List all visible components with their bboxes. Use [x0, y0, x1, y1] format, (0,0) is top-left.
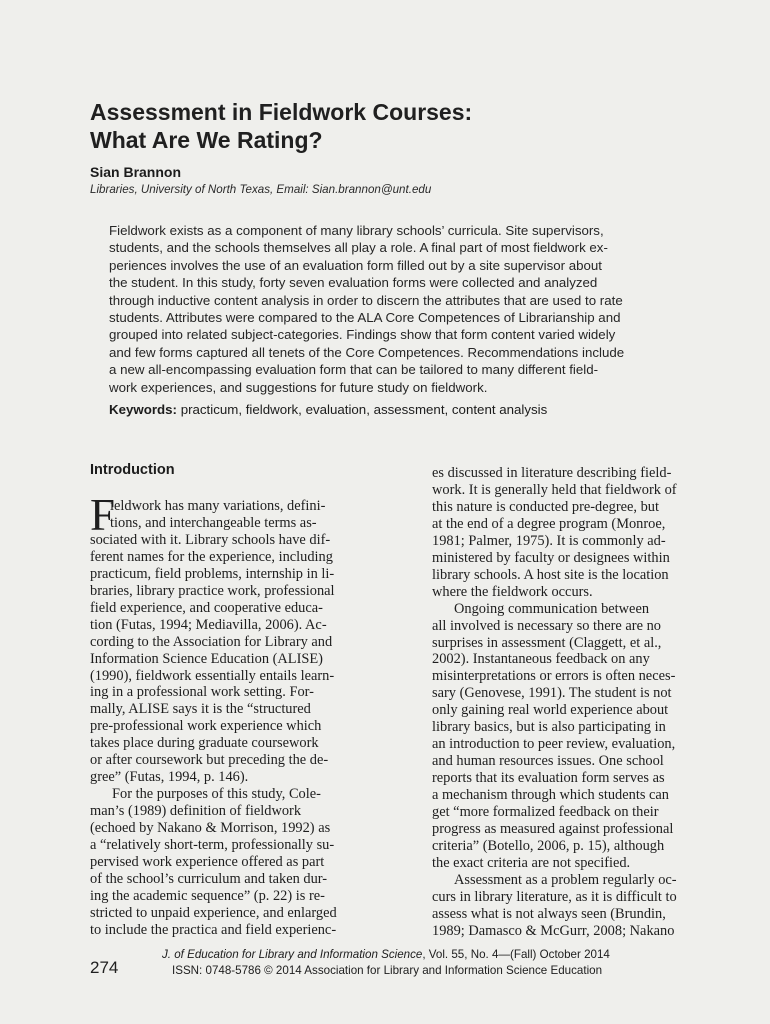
body-line: progress as measured against professional — [432, 821, 674, 838]
body-line: ing in a professional work setting. For- — [90, 684, 314, 701]
body-line: criteria” (Botello, 2006, p. 15), although — [432, 837, 665, 854]
abstract-line: grouped into related subject-categories. Findings show that form content varied widely — [109, 327, 616, 343]
body-line: this nature is conducted pre-degree, but — [432, 498, 659, 515]
keywords — [109, 402, 714, 417]
body-line: 1989; Damasco & McGurr, 2008; Nakano — [432, 922, 675, 939]
article-title — [90, 98, 690, 154]
author-name: Sian Brannon — [90, 164, 182, 180]
body-line: pervised work experience offered as part — [90, 854, 325, 871]
body-line: pre-professional work experience which — [90, 718, 322, 735]
title-line-1: Assessment in Fieldwork Courses: — [90, 99, 473, 125]
body-line: reports that its evaluation form serves as — [432, 770, 665, 787]
page-number: 274 — [90, 958, 119, 977]
body-line: surprises in assessment (Claggett, et al., — [432, 634, 662, 651]
body-line: ferent names for the experience, including — [90, 548, 333, 565]
body-line: 2002). Instantaneous feedback on any — [432, 651, 650, 668]
body-line: mally, ALISE says it is the “structured — [90, 701, 311, 718]
body-line: and human resources issues. One school — [432, 753, 664, 770]
body-line: assess what is not always seen (Brundin, — [432, 905, 666, 922]
journal-name: J. of Education for Library and Information Science — [162, 948, 423, 961]
abstract-line: the student. In this study, forty seven evaluation forms were collected and analyzed — [109, 275, 598, 291]
title-line-2: What Are We Rating? — [90, 127, 323, 153]
body-line: to include the practica and field experienc- — [90, 921, 337, 938]
abstract-line: a new all-encompassing evaluation form that can be tailored to many different field- — [109, 362, 599, 378]
body-line: Assessment as a problem regularly oc- — [454, 871, 677, 888]
body-line: For the purposes of this study, Cole- — [112, 786, 321, 803]
body-line: work. It is generally held that fieldwork of — [432, 481, 677, 498]
journal-issue: , Vol. 55, No. 4—(Fall) October 2014 — [422, 948, 610, 961]
body-line: only gaining real world experience about — [432, 702, 669, 719]
body-line: Information Science Education (ALISE) — [90, 650, 323, 667]
body-line: at the end of a degree program (Monroe, — [432, 515, 666, 532]
body-line: 1981; Palmer, 1975). It is commonly ad- — [432, 532, 666, 549]
body-line: the exact criteria are not specified. — [432, 854, 631, 871]
body-line: ing the academic sequence” (p. 22) is re- — [90, 887, 325, 904]
abstract-line: and few forms captured all tenets of the Core Competences. Recommendations include — [109, 344, 625, 360]
body-line: curs in library literature, as it is difficult to — [432, 888, 677, 905]
abstract — [109, 222, 714, 396]
body-line: misinterpretations or errors is often neces- — [432, 668, 676, 685]
abstract-line: periences involves the use of an evaluation form filled out by a site supervisor about — [109, 257, 603, 273]
footer-issn: ISSN: 0748-5786 © 2014 Association for Library and Information Science Education — [172, 964, 603, 977]
body-line: practicum, field problems, internship in li- — [90, 565, 335, 582]
section-heading: Introduction — [90, 462, 175, 478]
left-column-text — [90, 490, 392, 939]
body-line: a “relatively short-term, professionally su- — [90, 837, 335, 854]
keywords-text: practicum, fieldwork, evaluation, assessment, content analysis — [180, 402, 548, 417]
body-line: library basics, but is also participating in — [432, 719, 666, 736]
author-affiliation: Libraries, University of North Texas, Email: Sian.brannon@unt.edu — [90, 183, 432, 196]
body-line: a mechanism through which students can — [432, 787, 669, 804]
body-line: all involved is necessary so there are no — [432, 617, 661, 634]
body-line: stricted to unpaid experience, and enlarged — [90, 904, 337, 921]
body-line: ministered by faculty or designees within — [432, 549, 670, 566]
body-line: sary (Genovese, 1991). The student is not — [432, 685, 672, 702]
body-line: where the fieldwork occurs. — [432, 583, 593, 600]
body-line: of the school’s curriculum and taken dur- — [90, 870, 328, 887]
body-line: gree” (Futas, 1994, p. 146). — [90, 769, 249, 786]
abstract-line: through inductive content analysis in order to discern the attributes that are used to rate — [109, 292, 623, 308]
body-line: sociated with it. Library schools have dif- — [90, 531, 331, 548]
body-line: tions, and interchangeable terms as- — [110, 514, 317, 531]
body-line: man’s (1989) definition of fieldwork — [90, 803, 302, 820]
left-column — [90, 462, 392, 939]
abstract-line: Fieldwork exists as a component of many library schools’ curricula. Site supervisors, — [109, 223, 604, 238]
body-line: cording to the Association for Library and — [90, 633, 333, 650]
body-line: es discussed in literature describing field- — [432, 465, 672, 481]
body-line: ieldwork has many variations, defini- — [110, 498, 326, 514]
body-line: tion (Futas, 1994; Mediavilla, 2006). Ac- — [90, 616, 327, 633]
keywords-label: Keywords: — [109, 402, 177, 417]
body-line: an introduction to peer review, evaluation, — [432, 736, 676, 753]
abstract-line: work experiences, and suggestions for future study on fieldwork. — [109, 379, 488, 395]
body-line: get “more formalized feedback on their — [432, 804, 659, 821]
body-line: library schools. A host site is the location — [432, 566, 669, 583]
body-line: braries, library practice work, professional — [90, 582, 335, 599]
body-line: or after coursework but preceding the de- — [90, 752, 329, 769]
body-line: takes place during graduate coursework — [90, 735, 319, 752]
drop-cap: F — [90, 490, 116, 540]
abstract-line: students, and the schools themselves all play a role. A final part of most fieldwork ex- — [109, 240, 608, 256]
footer-journal-citation — [162, 948, 610, 961]
abstract-line: students. Attributes were compared to the ALA Core Competences of Librarianship and — [109, 310, 621, 326]
body-line: Ongoing communication between — [454, 600, 650, 617]
body-line: (echoed by Nakano & Morrison, 1992) as — [90, 820, 331, 837]
body-line: field experience, and cooperative educa- — [90, 599, 323, 616]
right-column — [432, 465, 734, 940]
body-line: (1990), fieldwork essentially entails learn- — [90, 667, 335, 684]
